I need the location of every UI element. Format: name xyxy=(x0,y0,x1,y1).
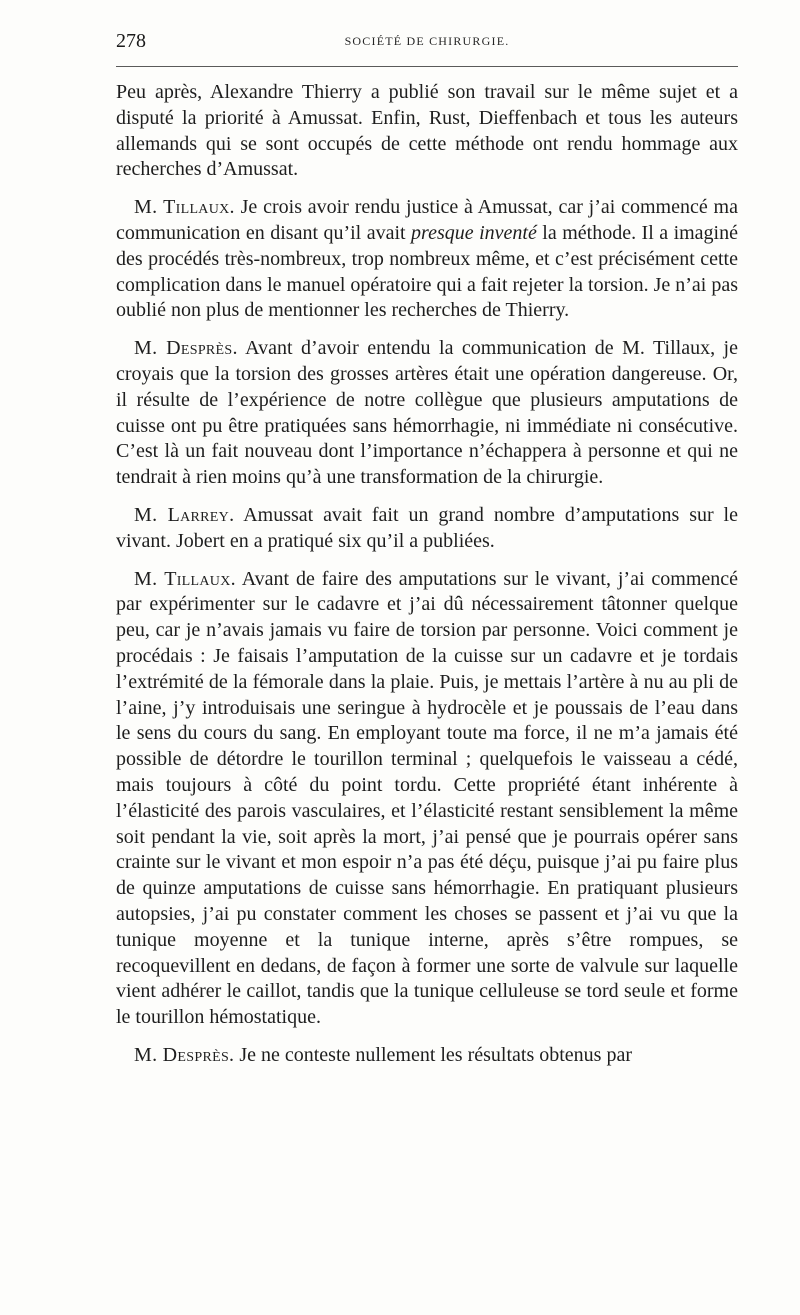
page-number: 278 xyxy=(116,30,146,52)
paragraph-despres-2 xyxy=(116,1043,738,1069)
paragraph-text: Avant de faire des amputations sur le vivant, j’ai commencé par expérimenter sur le cadavre et j’ai dû nécessairement tâtonner quelque peu, car je n’avais jamais vu faire de torsion par personne. Voici comment je procédais : Je faisais l’amputation de la cuisse sur un cadavre et je tordais l’extrémité de la fémorale dans la plaie. Puis, je mettais l’artère à nu au pli de l’aine, j’y introduisais une seringue à hydrocèle et je poussais de l’eau dans le sens du cours du sang. En employant toute ma force, il ne m’a jamais été possible de détordre le tourillon terminal ; quelquefois le vaisseau a cédé, mais toujours à côté du point tordu. Cette propriété étant inhérente à l’élasticité des parois vasculaires, et l’élasticité restant sensiblement la même soit pendant la vie, soit après la mort, j’ai pensé que je pourrais opérer sans crainte sur le vivant et mon espoir n’a pas été déçu, puisque j’ai pu faire plus de quinze amputations de cuisse sans hémorrhagie. En pratiquant plusieurs autopsies, j’ai pu constater comment les choses se passent et j’ai vu que la tunique moyenne et la tunique interne, après s’être rompues, se recoquevillent en dedans, de façon à former une sorte de valvule sur laquelle vient adhérer le caillot, tandis que la tunique celluleuse se tord seule et forme le tourillon hémostatique. xyxy=(116,567,739,1029)
speaker-name: M. Desprès. xyxy=(134,1043,235,1066)
speaker-name: M. Tillaux. xyxy=(134,196,235,219)
paragraph-larrey xyxy=(116,503,738,555)
body-text xyxy=(116,80,738,1081)
paragraph-text: Avant d’avoir entendu la communication de M. Tillaux, je croyais que la torsion des grosses artères était une opération dangereuse. Or, il résulte de l’expérience de notre collègue que plusieurs amputations de cuisse ont pu être pratiquées sans hémorrhagie, ni immédiate ni consécutive. C’est là un fait nouveau dont l’importance n’échappera à personne et qui ne tendrait à rien moins qu’à une transformation de la chirurgie. xyxy=(116,337,738,489)
page-header xyxy=(116,30,738,58)
emphasized-text: presque inventé xyxy=(411,221,537,244)
paragraph-tillaux-1 xyxy=(116,195,738,324)
speaker-name: M. Tillaux. xyxy=(134,567,236,590)
running-title: SOCIÉTÉ DE CHIRURGIE. xyxy=(344,34,510,48)
paragraph-text: Je crois avoir rendu justice à Amussat, car j’ai commencé ma communication en disant qu’il avait xyxy=(116,196,738,244)
paragraph-despres-1 xyxy=(116,336,738,491)
paragraph-text: Je ne conteste nullement les résultats obtenus par xyxy=(234,1043,632,1066)
paragraph-tillaux-2 xyxy=(116,567,738,1031)
speaker-name: M. Larrey. xyxy=(134,503,235,526)
header-rule xyxy=(116,66,738,67)
paragraph-text: la méthode. Il a imaginé des procédés très-nombreux, trop nombreux même, et c’est précisément cette complication dans le manuel opératoire qui a fait rejeter la torsion. Je n’ai pas oublié non plus de mentionner les recherches de Thierry. xyxy=(116,221,738,322)
speaker-name: M. Desprès. xyxy=(134,337,238,360)
paragraph-thierry xyxy=(116,80,738,183)
paragraph-text: Peu après, Alexandre Thierry a publié son travail sur le même sujet et a disputé la priorité à Amussat. Enfin, Rust, Dieffenbach et tous les auteurs allemands qui se sont occupés de cette méthode ont rendu hommage aux recherches d’Amussat. xyxy=(116,81,738,181)
paragraph-text: Amussat avait fait un grand nombre d’amputations sur le vivant. Jobert en a pratiqué six qu’il a publiées. xyxy=(116,503,738,552)
